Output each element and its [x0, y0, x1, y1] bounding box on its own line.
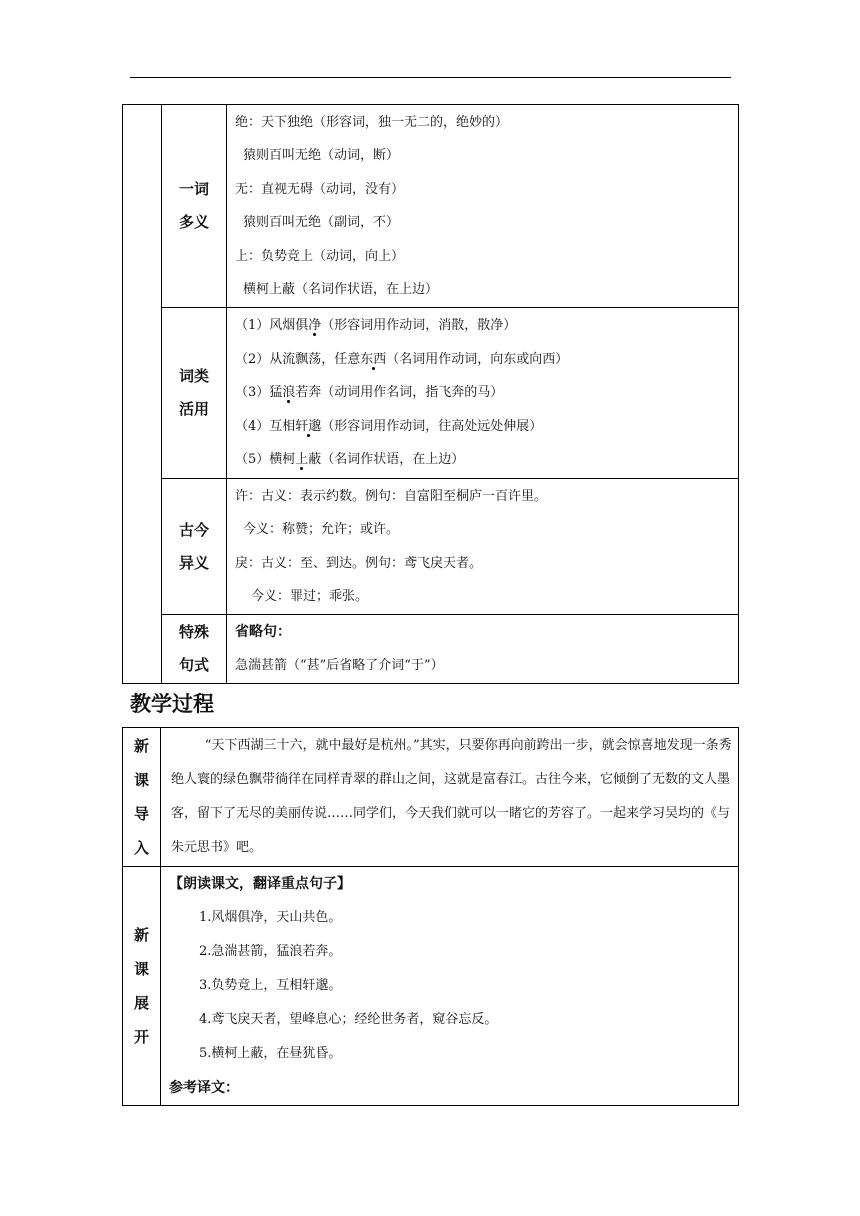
- process-table: [122, 727, 739, 1106]
- special-sentence-content: [227, 615, 739, 684]
- table-row: [123, 479, 739, 615]
- list-item: （4）互相轩邈（形容词用作动词，往高处远处伸展）: [235, 418, 543, 434]
- list-item: （5）横柯上蔽（名词作状语，在上边）: [235, 452, 465, 468]
- list-item: 4.鸢飞戾天者，望峰息心；经纶世务者，窥谷忘反。: [199, 1012, 498, 1027]
- reading-heading: 【朗读课文，翻译重点句子】: [169, 876, 351, 892]
- category-label: 古今 异义: [162, 479, 227, 615]
- table-row: [123, 615, 739, 684]
- sentence-type-heading: 省略句：: [235, 623, 291, 640]
- category-label: 一词 多义: [162, 105, 227, 308]
- ancient-modern-content: [227, 479, 739, 615]
- table-row: [123, 867, 739, 1106]
- intro-paragraph: “天下西湖三十六，就中最好是杭州。”其实，只要你再向前跨出一步，就会惊喜地发现一条秀绝人寰的绿色飘带徜徉在同样青翠的群山之间，这就是富春江。古往今来，它倾倒了无数的文人墨客，留下了无尽的美丽传说……同学们，今天我们就可以一睹它的芳容了。一起来学习吴均的《与朱元思书》吧。: [161, 728, 739, 867]
- reference-heading: 参考译文：: [169, 1080, 239, 1096]
- category-label: 词类 活用: [162, 308, 227, 479]
- polysemy-content: [227, 105, 739, 308]
- list-item: 上：负势竞上（动词，向上）: [235, 248, 405, 264]
- develop-content: [161, 867, 739, 1106]
- vocab-table: [122, 104, 739, 684]
- list-item: （2）从流飘荡，任意东西（名词用作动词，向东或向西）: [235, 351, 569, 367]
- section-title: 教学过程: [130, 692, 214, 716]
- develop-label: 新 课 展 开: [123, 867, 161, 1106]
- list-item: 许：古义：表示约数。例句：自富阳至桐庐一百许里。: [235, 488, 548, 504]
- table-row: [123, 105, 739, 308]
- list-item: 无：直视无碍（动词，没有）: [235, 181, 405, 197]
- list-item: 3.负势竞上，互相轩邈。: [199, 978, 342, 993]
- conversion-content: [227, 308, 739, 479]
- list-item: 猿则百叫无绝（动词，断）: [243, 148, 400, 163]
- list-item: 2.急湍甚箭，猛浪若奔。: [199, 944, 342, 959]
- list-item: （1）风烟俱净（形容词用作动词，消散，散净）: [235, 318, 517, 334]
- list-item: 5.横柯上蔽，在昼犹昏。: [199, 1046, 342, 1061]
- intro-label: 新 课 导 入: [123, 728, 161, 867]
- list-item: 今义：称赞；允许；或许。: [243, 522, 400, 537]
- blank-column: [123, 105, 162, 684]
- table-row: [123, 308, 739, 479]
- list-item: 戾：古义：至、到达。例句：鸢飞戾天者。: [235, 555, 483, 571]
- table-row: [123, 728, 739, 867]
- category-label: 特殊 句式: [162, 615, 227, 684]
- list-item: 猿则百叫无绝（副词，不）: [243, 215, 400, 230]
- list-item: （3）猛浪若奔（动词用作名词，指飞奔的马）: [235, 385, 504, 401]
- list-item: 横柯上蔽（名词作状语，在上边）: [243, 282, 439, 297]
- list-item: 急湍甚箭（“甚”后省略了介词“于”）: [235, 658, 444, 673]
- list-item: 今义：罪过；乖张。: [251, 589, 369, 604]
- list-item: 1.风烟俱净，天山共色。: [199, 910, 342, 925]
- list-item: 绝：天下独绝（形容词，独一无二的，绝妙的）: [235, 114, 509, 130]
- header-rule: [130, 77, 731, 78]
